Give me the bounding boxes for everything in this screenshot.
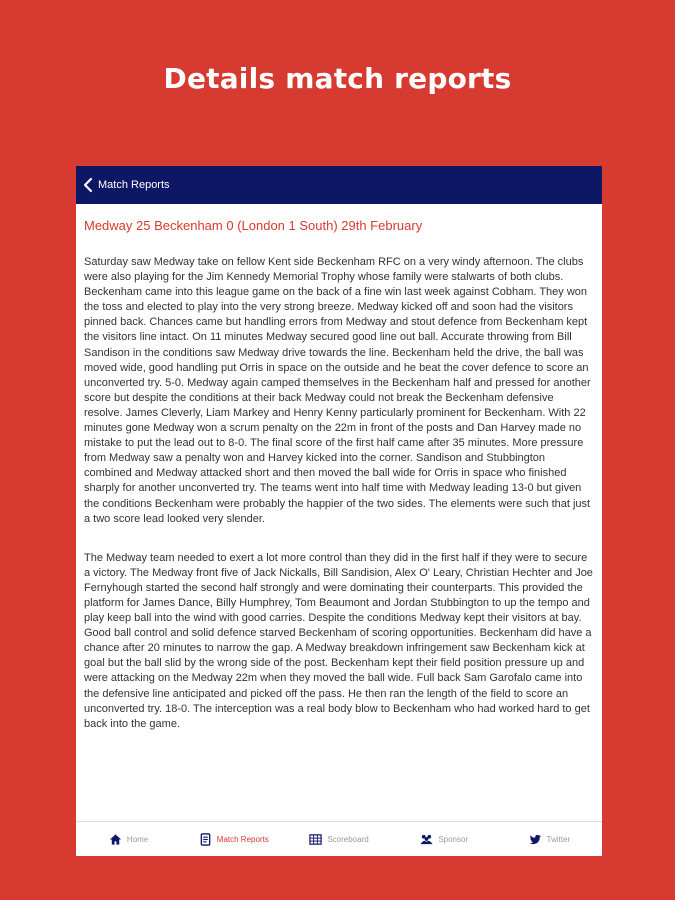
back-button-label: Match Reports	[98, 179, 170, 191]
report-paragraph: Saturday saw Medway take on fellow Kent side Beckenham RFC on a very windy afternoon. The clubs were also playing for the Jim Kennedy Memorial Trophy whose family were stalwarts of both clubs. Beckenham came into this league game on the back of a fine win last week against Cobham. They won the toss and elected to play into the very strong breeze. Medway kicked off and soon had the visitors pinned back. Chances came but handling errors from Medway and stout defence from Beckenham kept the visitors line intact. On 11 minutes Medway secured good line out ball. Accurate throwing from Bill Sandison in the conditions saw Medway drive towards the line. Beckenham held the drive, the ball was moved wide, good handling put Orris in space on the outside and he beat the cover defence to score an unconverted try. 5-0. Medway again camped themselves in the Beckenham half and pressed for another score but despite the conditions at their back Medway could not break the Beckenham defensive resolve. James Cleverly, Liam Markey and Henry Kenny particularly prominent for Beckenham. With 22 minutes gone Medway won a scrum penalty on the 22m in front of the posts and Dan Harvey made no mistake to put the lead out to 8-0. The final score of the first half came after 35 minutes. More pressure from Medway saw a penalty won and Harvey kicked into the corner. Sandison and Stubbington combined and Medway attacked short and then moved the ball wide for Orris in space who finished sharply for another unconverted try. The teams went into half time with Medway leading 13-0 but given the conditions Beckenham were probably the happier of the two sides. The elements were such that just a two score lead looked very slender.	[84, 256, 591, 525]
home-icon	[109, 833, 122, 846]
report-content[interactable]	[76, 204, 602, 732]
tab-sponsor[interactable]	[392, 822, 497, 856]
promo-title: Details match reports	[163, 62, 512, 95]
tab-match-reports[interactable]	[181, 822, 286, 856]
tab-home-label: Home	[126, 834, 149, 844]
tab-home[interactable]	[76, 822, 181, 856]
tab-scoreboard[interactable]	[286, 822, 391, 856]
navigation-bar	[76, 166, 602, 204]
back-button[interactable]	[82, 177, 170, 193]
chevron-left-icon	[82, 177, 96, 193]
tab-bar	[76, 821, 602, 856]
tab-sponsor-label: Sponsor	[438, 834, 469, 844]
document-icon	[199, 833, 212, 846]
people-icon	[420, 833, 433, 846]
report-title: Medway 25 Beckenham 0 (London 1 South) 29th February	[84, 218, 423, 233]
report-paragraph: The Medway team needed to exert a lot more control than they did in the first half if they were to secure a victory. The Medway front five of Jack Nickalls, Bill Sandision, Alex O' Leary, Christian Hechter and Joe Fernyhough started the second half strongly and were dominating their counterparts. This provided the platform for James Dance, Billy Humphrey, Tom Beaumont and Jordan Stubbington to up the tempo and play keep ball into the wind with good carries. Despite the conditions Medway kept their visitors at bay. Good ball control and solid defence starved Beckenham of scoring opportunities. Beckenham did have a chance after 20 minutes to narrow the gap. A Medway breakdown infringement saw Beckenham kick at goal but the ball slid by the wrong side of the post. Beckenham kept their field position pressure up and were attacking on the Medway 22m when they moved the ball wide. Full back Sam Garofalo came into the defensive line anticipated and picked off the pass. He then ran the length of the field to score an unconverted try. 18-0. The interception was a real body blow to Beckenham who had worked hard to get back into the game.	[84, 551, 593, 730]
tab-twitter[interactable]	[497, 822, 602, 856]
tab-match-reports-label: Match Reports	[216, 834, 269, 844]
app-screen	[76, 166, 602, 856]
grid-icon	[309, 833, 322, 846]
tab-scoreboard-label: Scoreboard	[327, 834, 369, 844]
twitter-icon	[529, 833, 542, 846]
tab-twitter-label: Twitter	[546, 834, 571, 844]
